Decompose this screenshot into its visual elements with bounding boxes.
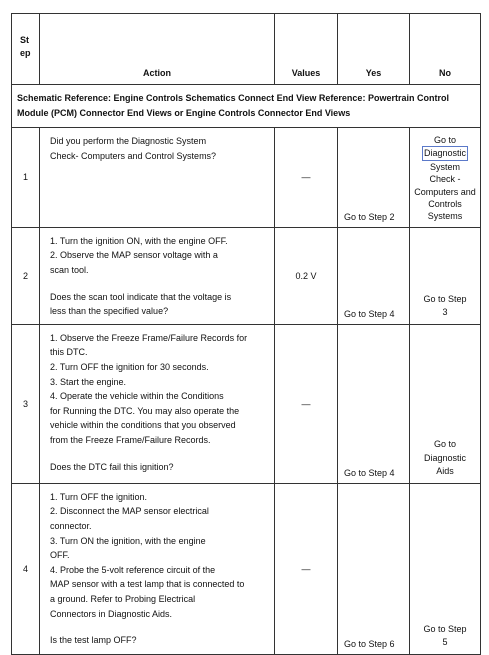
yes-cell[interactable]: Go to Step 2: [338, 128, 410, 228]
action-line: 3. Turn ON the ignition, with the engine: [50, 535, 206, 546]
action-line: 1. Observe the Freeze Frame/Failure Records for: [50, 332, 248, 343]
action-line: vehicle within the conditions that you observed: [50, 420, 236, 431]
header-step: St ep: [12, 14, 40, 85]
no-line: Go to Step: [423, 293, 467, 304]
step-number: 1: [12, 128, 40, 228]
action-line: 2. Turn OFF the ignition for 30 seconds.: [50, 362, 209, 373]
action-line: 2. Observe the MAP sensor voltage with a: [50, 250, 218, 261]
question-line: Does the scan tool indicate that the voltage is: [50, 291, 232, 302]
action-line: 4. Probe the 5-volt reference circuit of the: [50, 564, 216, 575]
schematic-reference-row: [12, 85, 481, 128]
no-cell[interactable]: [410, 128, 481, 228]
action-line: scan tool.: [50, 265, 89, 276]
action-line: 4. Operate the vehicle within the Conditions: [50, 391, 224, 402]
action-line: a ground. Refer to Probing Electrical: [50, 594, 196, 604]
action-cell: [40, 324, 275, 483]
values-cell: —: [275, 483, 338, 654]
no-cell[interactable]: [410, 324, 481, 483]
table-row: [12, 324, 481, 483]
values-cell: 0.2 V: [275, 227, 338, 324]
action-cell: [40, 128, 275, 228]
header-action: Action: [40, 14, 275, 85]
action-line: this DTC.: [50, 347, 88, 358]
header-row: [12, 14, 481, 85]
yes-cell[interactable]: Go to Step 4: [338, 324, 410, 483]
no-line: Aids: [436, 466, 454, 477]
action-line: Connectors in Diagnostic Aids.: [50, 608, 173, 619]
no-cell[interactable]: [410, 227, 481, 324]
action-cell: [40, 483, 275, 654]
no-line: Go to: [433, 135, 456, 145]
header-yes: Yes: [338, 14, 410, 85]
step-number: 2: [12, 227, 40, 324]
header-values: Values: [275, 14, 338, 85]
question-line: Is the test lamp OFF?: [50, 635, 137, 646]
no-line: Controls: [428, 199, 462, 210]
diagnostic-link[interactable]: Diagnostic: [422, 146, 468, 160]
header-no: No: [410, 14, 481, 85]
step-number: 4: [12, 483, 40, 654]
table-row: [12, 128, 481, 228]
action-line: 1. Turn the ignition ON, with the engine OFF.: [50, 235, 228, 246]
action-line: 2. Disconnect the MAP sensor electrical: [50, 506, 209, 517]
values-cell: —: [275, 324, 338, 483]
schematic-reference: Schematic Reference: Engine Controls Schematics Connect End View Reference: Powertrain Control Module (PCM) Connector End Views or Engine Controls Connector End Views: [12, 85, 481, 128]
action-line: OFF.: [50, 550, 70, 561]
table-row: [12, 483, 481, 654]
no-line: Systems: [427, 211, 463, 222]
yes-cell[interactable]: Go to Step 6: [338, 483, 410, 654]
no-line: Go to Step: [423, 623, 467, 634]
action-line: Did you perform the Diagnostic System: [50, 136, 207, 146]
action-cell: [40, 227, 275, 324]
action-line: 1. Turn OFF the ignition.: [50, 491, 148, 502]
table-row: [12, 227, 481, 324]
action-line: from the Freeze Frame/Failure Records.: [50, 435, 211, 445]
no-line: Go to: [433, 439, 456, 450]
no-line: Diagnostic: [423, 452, 467, 463]
action-line: 3. Start the engine.: [50, 376, 127, 387]
no-line: Computers and: [414, 186, 476, 197]
values-cell: —: [275, 128, 338, 228]
action-line: MAP sensor with a test lamp that is connected to: [50, 579, 245, 590]
action-line: connector.: [50, 521, 92, 532]
question-line: less than the specified value?: [50, 306, 169, 317]
action-line: Check- Computers and Control Systems?: [50, 150, 217, 161]
no-line: System: [429, 161, 460, 172]
step-number: 3: [12, 324, 40, 483]
yes-cell[interactable]: Go to Step 4: [338, 227, 410, 324]
diagnostic-table: [11, 13, 481, 655]
question-line: Does the DTC fail this ignition?: [50, 461, 174, 472]
no-cell[interactable]: [410, 483, 481, 654]
no-line: 3: [442, 307, 448, 318]
no-line: Check -: [429, 174, 461, 185]
no-line: 5: [442, 637, 448, 648]
action-line: for Running the DTC. You may also operate the: [50, 405, 240, 416]
